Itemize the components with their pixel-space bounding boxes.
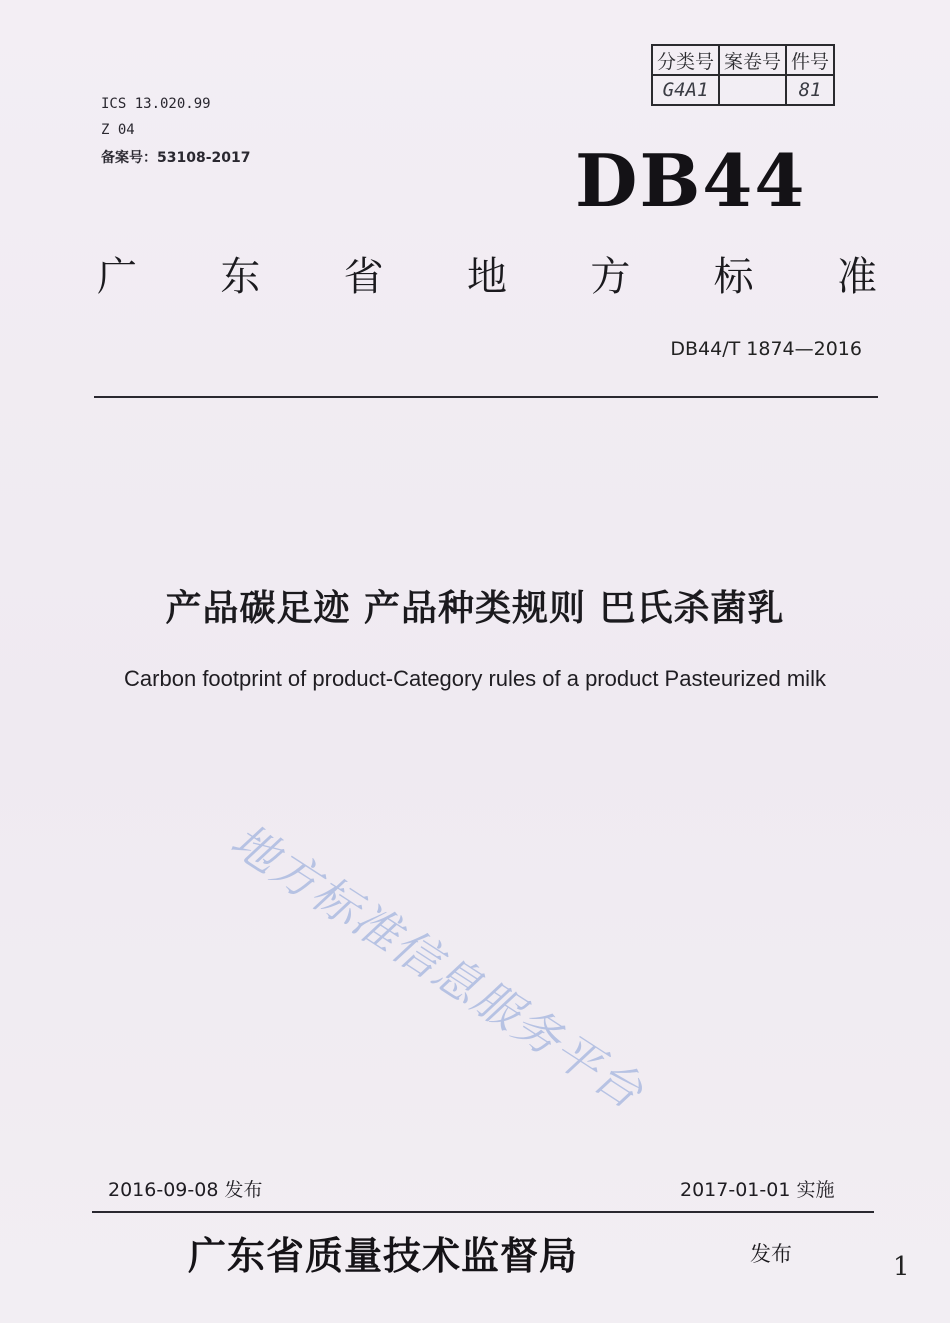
standard-title-char: 地 xyxy=(466,254,507,300)
document-title-cn: 产品碳足迹 产品种类规则 巴氏杀菌乳 xyxy=(165,588,785,629)
page-number: 1 xyxy=(893,1252,910,1282)
standard-title-char: 广 xyxy=(97,254,137,300)
archive-value-category: G4A1 xyxy=(652,75,719,105)
ics-code: ICS 13.020.99 xyxy=(101,96,211,112)
standard-title-char: 方 xyxy=(590,254,631,300)
effective-date: 2017-01-01 实施 xyxy=(680,1179,835,1201)
archive-value-item: 81 xyxy=(786,75,834,105)
archive-header-file: 案卷号 xyxy=(719,45,786,75)
document-title-en: Carbon footprint of product-Category rules of a product Pasteurized milk xyxy=(124,666,826,691)
archive-header-category: 分类号 xyxy=(652,45,719,75)
archive-value-file xyxy=(719,75,786,105)
record-number: 备案号：53108-2017 xyxy=(101,150,251,166)
archive-stamp-table xyxy=(651,44,835,106)
standard-type-title xyxy=(97,245,877,302)
issuing-authority: 广东省质量技术监督局 xyxy=(188,1233,579,1278)
standard-title-char: 省 xyxy=(343,254,384,300)
standard-title-char: 标 xyxy=(713,254,754,300)
archive-header-item: 件号 xyxy=(786,45,834,75)
standard-title-char: 准 xyxy=(836,254,877,300)
watermark-text: 地方标准信息服务平台 xyxy=(221,812,654,1120)
standard-number: DB44/T 1874—2016 xyxy=(670,338,862,360)
archive-value-row xyxy=(652,75,834,105)
release-date: 2016-09-08 发布 xyxy=(108,1179,263,1201)
top-divider xyxy=(94,396,878,398)
issue-label: 发布 xyxy=(750,1242,792,1266)
standard-title-char: 东 xyxy=(220,254,261,300)
db44-logo: DB44 xyxy=(575,138,807,223)
archive-header-row xyxy=(652,45,834,75)
category-code: Z 04 xyxy=(101,122,135,138)
bottom-divider xyxy=(92,1211,874,1213)
